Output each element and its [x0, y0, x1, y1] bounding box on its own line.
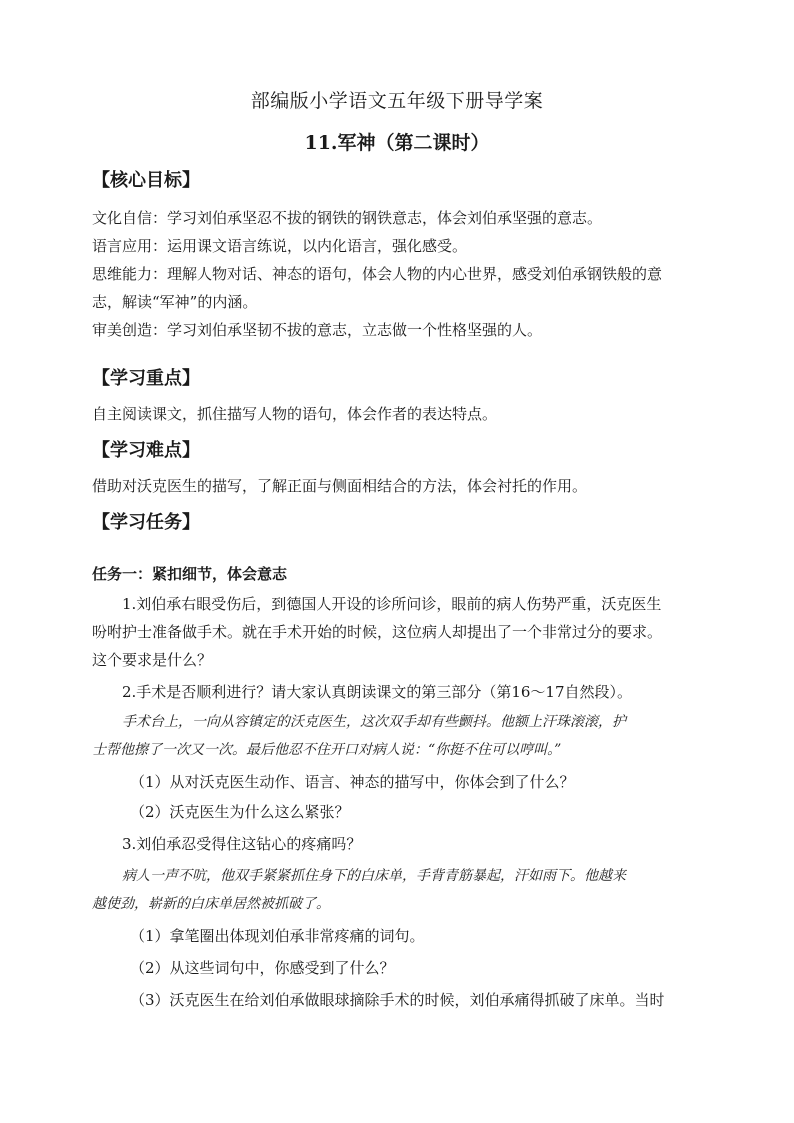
- section-tasks: [92, 510, 712, 536]
- section-core-goals: [92, 168, 712, 194]
- task-one: [92, 564, 712, 1020]
- goal-line: 思维能力：理解人物对话、神态的语句，体会人物的内心世界，感受刘伯承钢铁般的意: [92, 265, 663, 283]
- question-line: 1.刘伯承右眼受伤后，到德国人开设的诊所问诊，眼前的病人伤势严重，沃克医生: [122, 595, 662, 613]
- sub-question: （3）沃克医生在给刘伯承做眼球摘除手术的时候，刘伯承痛得抓破了床单。当时: [130, 991, 665, 1009]
- key-points-body: [92, 404, 712, 424]
- key-point-line: 自主阅读课文，抓住描写人物的语句，体会作者的表达特点。: [92, 405, 498, 423]
- text-excerpt: 病人一声不吭，他双手紧紧抓住身下的白床单，手背青筋暴起，汗如雨下。他越来: [122, 868, 626, 884]
- core-goals-body: [92, 208, 712, 348]
- lesson-title: 11.军神（第二课时）: [304, 132, 490, 154]
- goal-line: 审美创造：学习刘伯承坚韧不拔的意志，立志做一个性格坚强的人。: [92, 321, 543, 339]
- question-line: 吩咐护士准备做手术。就在手术开始的时候，这位病人却提出了一个非常过分的要求。: [92, 623, 663, 641]
- question-line: 这个要求是什么？: [92, 651, 213, 669]
- text-excerpt: 手术台上，一向从容镇定的沃克医生，这次双手却有些颤抖。他额上汗珠滚滚，护: [122, 714, 626, 730]
- difficulties-body: [92, 476, 712, 496]
- text-excerpt: 越使劲，崭新的白床单居然被抓破了。: [92, 896, 330, 912]
- section-heading: 【学习任务】: [92, 512, 200, 533]
- section-difficulties: [92, 438, 712, 464]
- task-title: 任务一：紧扣细节，体会意志: [92, 565, 288, 583]
- goal-line: 语言应用：运用课文语言练说，以内化语言，强化感受。: [92, 237, 468, 255]
- sub-question: （1）拿笔圈出体现刘伯承非常疼痛的词句。: [130, 927, 425, 945]
- sub-question: （1）从对沃克医生动作、语言、神态的描写中，你体会到了什么？: [130, 773, 575, 791]
- section-heading: 【核心目标】: [92, 170, 200, 191]
- sub-question: （2）沃克医生为什么这么紧张？: [130, 803, 350, 821]
- section-heading: 【学习重点】: [92, 368, 200, 389]
- goal-line: 文化自信：学习刘伯承坚忍不拔的钢铁的钢铁意志，体会刘伯承坚强的意志。: [92, 209, 603, 227]
- text-excerpt: 士帮他擦了一次又一次。最后他忍不住开口对病人说：“你挺不住可以哼叫。”: [92, 742, 562, 758]
- difficulty-line: 借助对沃克医生的描写，了解正面与侧面相结合的方法，体会衬托的作用。: [92, 477, 588, 495]
- question-line: 2.手术是否顺利进行？请大家认真朗读课文的第三部分（第16～17自然段）。: [122, 683, 632, 701]
- section-key-points: [92, 366, 712, 392]
- document-title: 部编版小学语文五年级下册导学案: [250, 90, 544, 112]
- question-line: 3.刘伯承忍受得住这钻心的疼痛吗？: [122, 835, 362, 853]
- section-heading: 【学习难点】: [92, 440, 200, 461]
- goal-line: 志，解读“军神”的内涵。: [92, 293, 258, 311]
- sub-question: （2）从这些词句中，你感受到了什么？: [130, 959, 395, 977]
